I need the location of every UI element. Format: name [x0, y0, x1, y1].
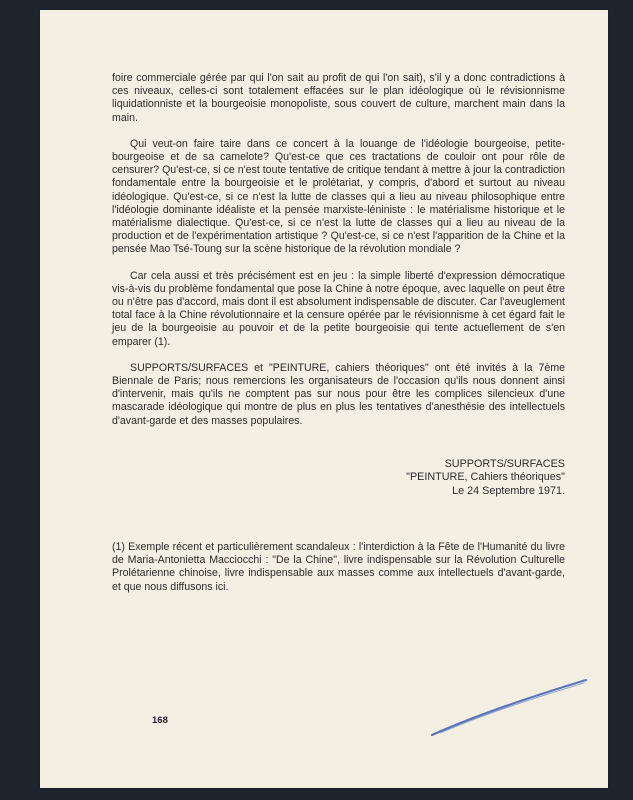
- paragraph-2: Qui veut-on faire taire dans ce concert à la louange de l'idéologie bourgeoise, petite-bourgeoise et de sa camelote? Qu'est-ce que ces tractations de couloir ont pour rôle de censurer? Qu'est-ce, si ce n'est toute tentative de critique tendant à mettre à jour la contradiction fondamentale entre la bourgeoisie et le prolétariat, y compris, d'abord et surtout au niveau idéologique. Qu'est-ce, si ce n'est la lutte de classes qui a lieu au niveau philosophique entre l'idéologie dominante idéaliste et la pensée marxiste-léniniste : le matérialisme historique et le matérialisme dialectique. Qu'est-ce, si ce n'est la lutte de classes qui a lieu au niveau de la production et de l'expérimentation artistique ? Qu'est-ce, si ce n'est l'apparition de la Chine et la pensée Mao Tsé-Toung sur la scène historique de la révolution mondiale ?: [112, 137, 565, 256]
- page-number: 168: [152, 715, 168, 726]
- signature-date: Le 24 Septembre 1971.: [452, 484, 565, 497]
- signature-line-2: "PEINTURE, Cahiers théoriques": [406, 471, 565, 484]
- signature-line-1: SUPPORTS/SURFACES: [444, 458, 565, 470]
- paragraph-3: Car cela aussi et très précisément est en jeu : la simple liberté d'expression démocratique vis-à-vis du problème fondamental que pose la Chine à notre époque, avec laquelle on peut être ou n'être pas d'accord, mais dont il est absolument indispensable de discuter. Car l'aveuglement total face à la Chine révolutionnaire et la censure opérée par le révisionnisme à cet égard fait le jeu de la bourgeoisie au pouvoir et de la petite bourgeoisie qui tente actuellement de s'en emparer (1).: [112, 269, 565, 348]
- paragraph-1: foire commerciale gérée par qui l'on sait au profit de qui l'on sait), s'il y a donc contradictions à ces niveaux, celles-ci sont totalement effacées sur le plan idéologique où le révisionnisme liquidationniste et la bourgeoisie monopoliste, sous couvert de culture, marchent main dans la main.: [112, 72, 565, 124]
- paragraph-4: SUPPORTS/SURFACES et "PEINTURE, cahiers théoriques" ont été invités à la 7ème Biennale de Paris; nous remercions les organisateurs de l'occasion qu'ils nous donnent ainsi d'intervenir, mais qu'ils ne comptent pas sur nous pour être les complices silencieux d'une mascarade idéologique qui montre de plus en plus les tentatives d'anesthésie des intellectuels d'avant-garde et des masses populaires.: [112, 361, 565, 427]
- footnote: (1) Exemple récent et particulièrement scandaleux : l'interdiction à la Fête de l'Humanité du livre de Maria-Antonietta Macciocchi : "De la Chine", livre indispensable sur la Révolution Culturelle Prolétarienne chinoise, livre indispensable aux masses comme aux intellectuels d'avant-garde, et que nous diffusons ici.: [112, 541, 565, 593]
